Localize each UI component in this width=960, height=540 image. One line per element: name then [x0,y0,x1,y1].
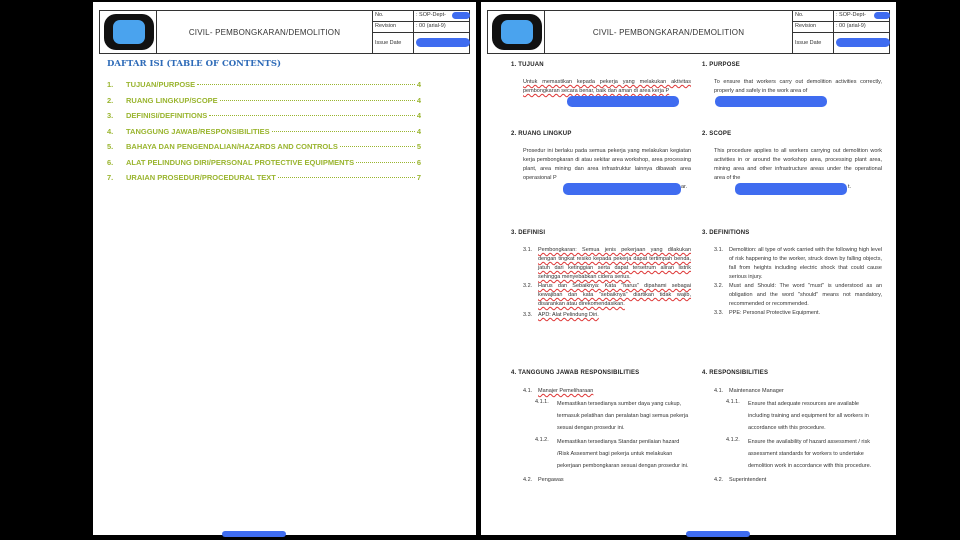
toc-entry[interactable]: 6. ALAT PELINDUNG DIRI/PERSONAL PROTECTIVE EQUIPMENTS 6 [107,157,421,167]
revision-label: Revision [373,22,414,32]
issue-date-label: Issue Date [373,33,414,53]
redaction-mark [452,12,470,19]
document-meta [373,11,469,53]
toc-entry[interactable]: 3. DEFINISI/DEFINITIONS 4 [107,111,421,120]
redaction-mark [874,12,890,19]
list-item: 3.3. APD: Alat Pelindung Diri. [523,312,599,318]
section-heading-definisi: 3. DEFINISI [511,230,546,236]
list-item: 3.1. Demolition: all type of work carried with the following high level of risk happening to the worker, struck down by falling objects, fall from heights including electric shock that could cause serious injury. [714,247,882,280]
section-text-ruang-lingkup: Prosedur ini berlaku pada semua pekerja yang melakukan kegiatan kerja pembongkaran di atau sekitar area workshop, area processing plant, area mining dan area infrastruktur lainnya dibawah area operasional P [523,148,691,181]
section-heading-tanggung-jawab: 4. TANGGUNG JAWAB RESPONSIBILITIES [511,370,640,376]
section-heading-tujuan: 1. TUJUAN [511,62,544,68]
revision-value: : 00 (arial-9) [836,23,866,29]
document-page-left [93,2,476,535]
section-heading-ruang-lingkup: 2. RUANG LINGKUP [511,131,572,137]
tanggung-jawab-list [523,387,691,485]
revision-label: Revision [793,22,834,32]
section-heading-responsibilities: 4. RESPONSIBILITIES [702,370,769,376]
toc-entry[interactable]: 7. URAIAN PROSEDUR/PROCEDURAL TEXT 7 [107,173,421,182]
redaction-mark [567,96,679,107]
page-header [487,10,890,54]
list-subitem: 4.1.2. Memastikan tersedianya Standar penilaian hazard /Risk Assesment bagi pekerja untuk melakukan pekerjaan pembongkaran sesuai dengan prosedur ini. [535,437,689,469]
document-title: CIVIL- PEMBONGKARAN/DEMOLITION [545,11,793,53]
section-text-ruang-lingkup-end: ar. [681,184,688,190]
section-text-tujuan: Untuk memastikan kepada pekerja yang melakukan aktivitas pembongkaran secara benar, baik dan aman di area kerja P [523,79,691,94]
logo-cell [100,11,157,53]
document-page-right [481,2,896,535]
list-item: 3.3. PPE: Personal Protective Equipment. [714,310,821,316]
page-header [99,10,470,54]
company-logo [104,14,154,50]
section-text-scope-end: t. [848,184,852,190]
logo-cell [488,11,545,53]
redaction-mark [715,96,827,107]
doc-no-value: : SOP-Dept- [836,12,866,18]
definitions-list [714,246,882,318]
redaction-mark [563,183,681,195]
doc-no-label: No. [793,11,834,21]
issue-date-label: Issue Date [793,33,834,53]
toc-entry[interactable]: 5. BAHAYA DAN PENGENDALIAN/HAZARDS AND CONTROLS 5 [107,142,421,151]
redaction-mark [836,38,890,47]
section-text-purpose: To ensure that workers carry out demolition activities correctly, properly and safely in the work area of [714,79,882,94]
revision-value: : 00 (arial-9) [416,23,446,29]
list-item: 3.2. Must and Should: The word "must" is understood as an obligation and the word "should" means not mandatory, recommended or recommended. [714,283,882,307]
definisi-list [523,246,691,320]
list-subitem: 4.1.1. Ensure that adequate resources are available including training and equipment for all workers in accordance with this procedure. [726,399,869,431]
company-logo [492,14,542,50]
list-item: 4.1. Maintenance Manager [714,388,784,394]
section-heading-purpose: 1. PURPOSE [702,62,741,68]
section-heading-scope: 2. SCOPE [702,131,732,137]
list-subitem: 4.1.1. Memastikan tersedianya sumber daya yang cukup, termasuk pelatihan dan peralatan bagi semua pekerja sesuai dengan prosedur ini. [535,399,689,431]
redaction-mark [686,531,750,537]
list-item: 4.2. Pengawas [523,477,564,483]
section-heading-definitions: 3. DEFINITIONS [702,230,750,236]
list-item: 3.1. Pembongkaran: Semua jenis pekerjaan yang dilakukan dengan tingkat resiko kepada pekerja dapat tertimpah benda, jatuh dari ketinggian serta dapat tersetrum aliran listrik sehingga menyebabkan cidera serius. [523,247,691,280]
toc-entry[interactable]: 1. TUJUAN/PURPOSE 4 [107,80,421,89]
toc-title: DAFTAR ISI (TABLE OF CONTENTS) [107,59,282,69]
responsibilities-list [714,387,882,485]
list-item: 4.1. Manajer Pemeliharaan [523,388,594,394]
redaction-mark [735,183,847,195]
toc-entry[interactable]: 4. TANGGUNG JAWAB/RESPONSIBILITIES 4 [107,126,421,136]
redaction-mark [222,531,286,537]
document-title: CIVIL- PEMBONGKARAN/DEMOLITION [157,11,373,53]
list-subitem: 4.1.2. Ensure the availability of hazard assessment / risk assessment standards for workers to undertake demolition work in accordance with this procedure. [726,437,872,469]
toc-entry[interactable]: 2. RUANG LINGKUP/SCOPE 4 [107,95,421,105]
list-item: 4.2. Superintendent [714,477,767,483]
doc-no-value: : SOP-Dept- [416,12,446,18]
redaction-mark [416,38,470,47]
table-of-contents [107,80,421,189]
doc-no-label: No. [373,11,414,21]
document-meta [793,11,889,53]
section-text-scope: This procedure applies to all workers carrying out demolition work activities in or around the workshop area, processing plant area, mining area and other infrastructure areas under the operational area of the [714,148,882,181]
list-item: 3.2. Harus dan Sebaiknya: Kata "harus" dipahami sebagai kewajiban dan kata "sebaiknya" diartikan tidak wajib, disarankan atau direkomendasikan. [523,283,691,307]
